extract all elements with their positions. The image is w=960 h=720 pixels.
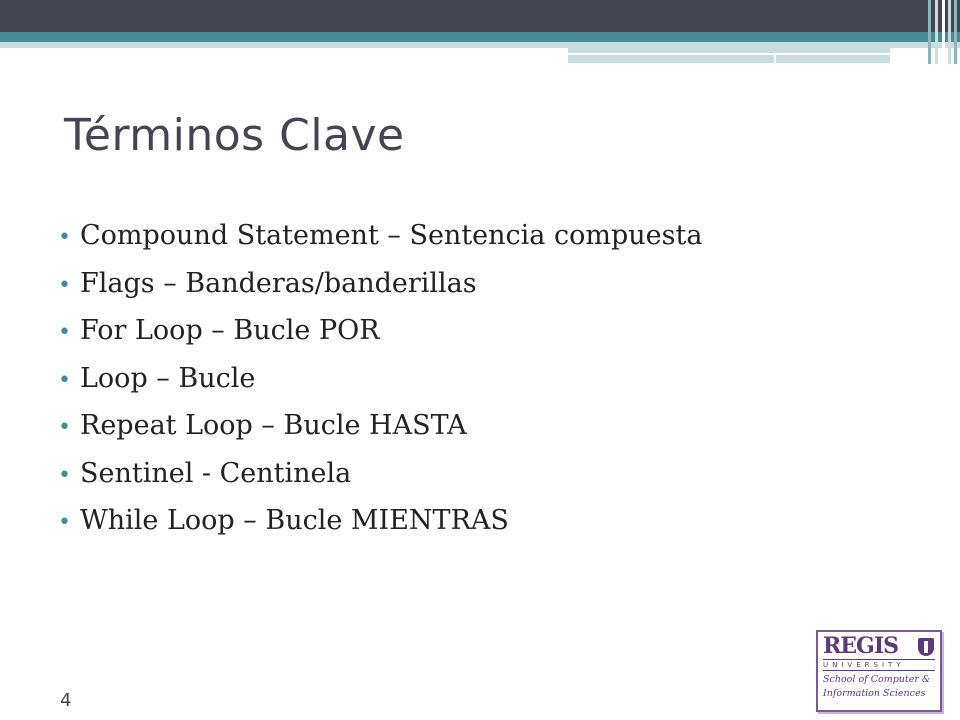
vertical-bar	[954, 0, 957, 64]
bullet-text: For Loop – Bucle POR	[80, 315, 380, 346]
vertical-bar	[935, 0, 938, 64]
logo-school-line: School of Computer &	[823, 674, 931, 685]
bullet-item	[58, 505, 702, 553]
bullet-text: Repeat Loop – Bucle HASTA	[80, 410, 467, 441]
bullet-icon: •	[58, 367, 71, 393]
bullet-item	[58, 315, 702, 363]
bullet-item	[58, 220, 702, 268]
university-logo	[816, 630, 942, 712]
bullet-icon: •	[58, 415, 71, 440]
bullet-icon: •	[58, 510, 71, 535]
bullet-item	[58, 363, 702, 411]
header-band-step	[776, 55, 890, 63]
vertical-bar	[948, 0, 951, 64]
bullet-icon: •	[58, 225, 71, 250]
bullet-item	[58, 268, 702, 316]
bullet-text: Compound Statement – Sentencia compuesta	[80, 220, 703, 251]
vertical-bar	[942, 0, 945, 64]
bullet-item	[58, 410, 702, 458]
logo-name: REGIS	[823, 633, 899, 659]
header-band-teal	[0, 32, 960, 42]
header-band-dark	[0, 0, 960, 32]
header-vertical-bars	[924, 0, 960, 64]
bullet-icon: •	[58, 462, 71, 488]
header-band-step	[568, 55, 774, 63]
bullet-text: Loop – Bucle	[80, 362, 256, 394]
header-decoration	[0, 0, 960, 70]
bullet-icon: •	[58, 320, 71, 345]
bullet-item	[58, 458, 702, 506]
logo-subname: UNIVERSITY	[823, 659, 935, 671]
bullet-list	[58, 220, 702, 553]
slide-title: Términos Clave	[64, 110, 405, 161]
page-number: 4	[60, 690, 72, 711]
logo-school-line: Information Sciences	[823, 688, 926, 699]
vertical-bar	[928, 0, 931, 64]
bullet-icon: •	[58, 272, 71, 298]
bullet-text: Sentinel - Centinela	[80, 457, 352, 489]
bullet-text: Flags – Banderas/banderillas	[80, 267, 477, 299]
shield-icon	[918, 638, 934, 656]
bullet-text: While Loop – Bucle MIENTRAS	[80, 505, 509, 536]
